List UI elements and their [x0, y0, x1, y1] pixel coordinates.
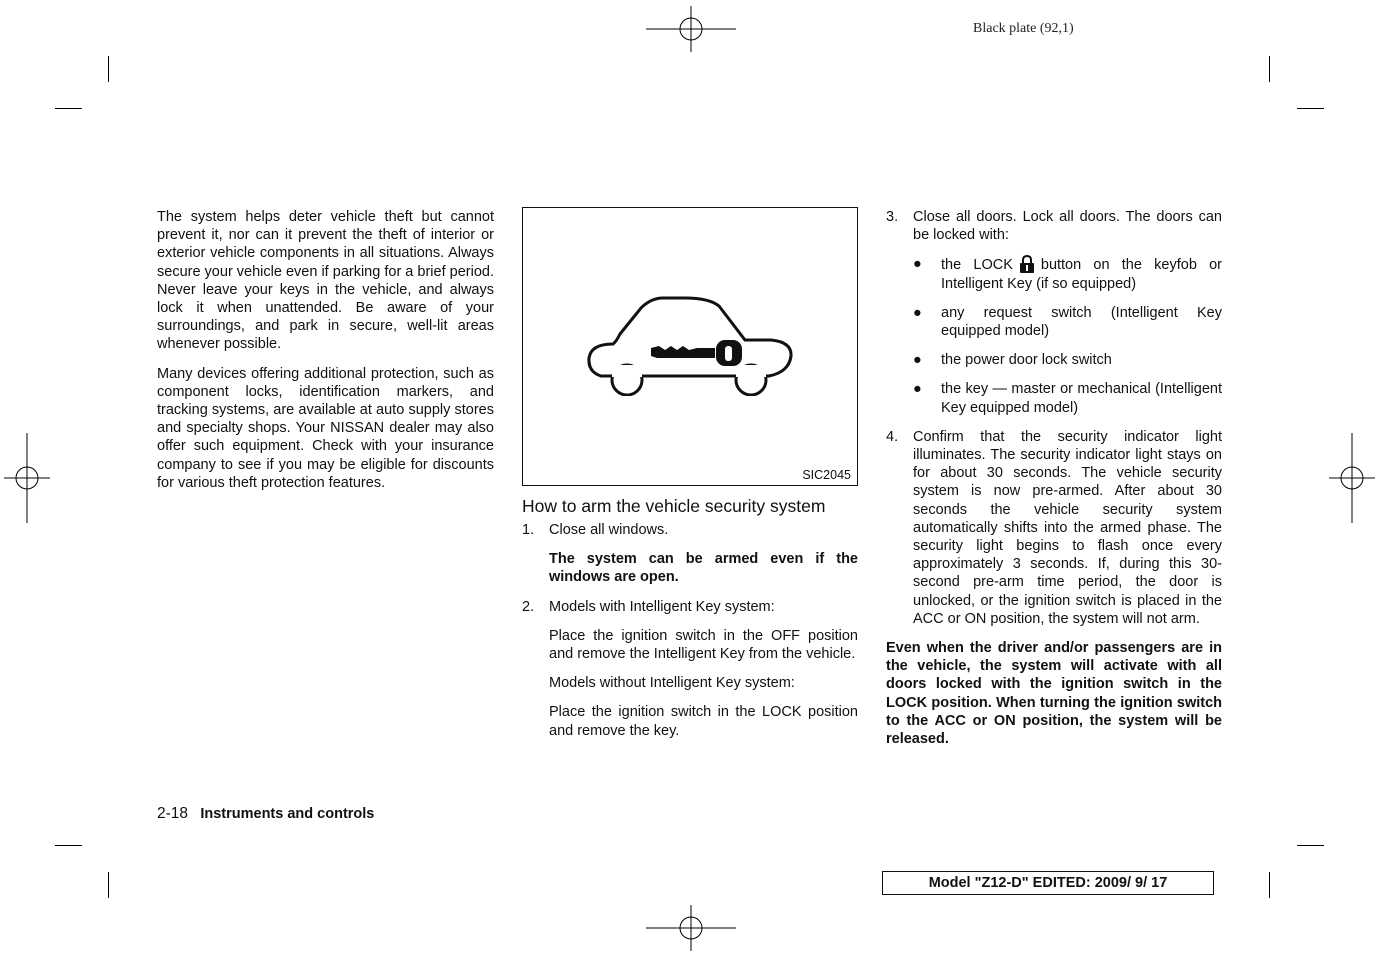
model-edit-label: Model "Z12-D" EDITED: 2009/ 9/ 17 — [882, 871, 1214, 895]
lock-icon — [1019, 255, 1035, 273]
warning-paragraph: Even when the driver and/or passengers are in the vehicle, the system will activate with all doors locked with the ignition switch in the LOCK position. When turning the ignition switch to the ACC or ON position, the system will be released. — [886, 640, 1222, 748]
section-name: Instruments and controls — [200, 806, 375, 822]
bullet-text: button on the keyfob or Intelligent Key (if so equipped) — [941, 257, 1223, 292]
arm-steps-continued-column — [886, 208, 1222, 748]
bullet-item — [886, 255, 1222, 292]
protection-paragraph: Many devices offering additional protection, such as component locks, identification markers, and tracking systems, are available at auto supply stores and specialty shops. Your NISSAN dealer may also offer such equipment. Check with your insurance company to see if you may be eligible for discounts for various theft protection features. — [157, 365, 494, 491]
step-2-paragraph: Place the ignition switch in the LOCK position and remove the key. — [549, 704, 858, 739]
bullet-text: the key — master or mechanical (Intelligent Key equipped model) — [941, 381, 1222, 416]
page-number: 2-18 — [157, 805, 189, 822]
bullet-text: any request switch (Intelligent Key equipped model) — [941, 304, 1222, 340]
step-2 — [522, 598, 858, 616]
page-footer — [157, 805, 374, 823]
plate-label: Black plate (92,1) — [973, 21, 1074, 36]
registration-mark-bottom — [646, 905, 736, 951]
step-text: Close all windows. — [549, 522, 669, 538]
intro-paragraph: The system helps deter vehicle theft but cannot prevent it, nor can it prevent the theft of interior or exterior vehicle components in all situations. Always secure your vehicle even if parking for a brief period. Never leave your keys in the vehicle, and always lock it when unattended. Be aware of your surroundings, and park in secure, well-lit areas whenever possible. — [157, 209, 494, 353]
bullet-dot: ● — [913, 304, 922, 321]
step-number: 4. — [886, 428, 899, 445]
bullet-text: the LOCK — [941, 257, 1013, 274]
car-key-icon — [585, 296, 797, 396]
step-text: Models with Intelligent Key system: — [549, 598, 775, 615]
registration-mark-left — [4, 433, 50, 523]
step-1-note: The system can be armed even if the windows are open. — [549, 551, 858, 586]
step-number: 1. — [522, 522, 535, 538]
bullet-item — [886, 380, 1222, 416]
figure-code: SIC2045 — [802, 468, 851, 482]
bullet-item — [886, 304, 1222, 340]
bullet-dot: ● — [913, 352, 922, 369]
arm-steps-column — [522, 495, 858, 751]
bullet-dot: ● — [913, 256, 922, 273]
registration-mark-top — [646, 6, 736, 52]
step-2-paragraph: Models without Intelligent Key system: — [549, 675, 795, 692]
step-3 — [886, 208, 1222, 244]
step-2-paragraph: Place the ignition switch in the OFF position and remove the Intelligent Key from the vehicle. — [549, 627, 858, 663]
step-number: 2. — [522, 598, 535, 615]
step-text: Confirm that the security indicator light illuminates. The security indicator light stays on for about 30 seconds. The vehicle security system is now pre-armed. After about 30 seconds the vehicle security system automatically shifts into the armed phase. The security light begins to flash once every approximately 3 seconds. If, during this 30-second pre-arm time period, the door is unlocked, or the ignition switch is placed in the ACC or ON position, the system will not arm. — [913, 428, 1222, 627]
step-text: Close all doors. Lock all doors. The doors can be locked with: — [913, 209, 1222, 244]
section-title: How to arm the vehicle security system — [522, 496, 826, 516]
step-4 — [886, 428, 1222, 628]
bullet-item — [886, 351, 1222, 369]
bullet-text: the power door lock switch — [941, 352, 1112, 369]
step-1 — [522, 521, 858, 539]
intro-column — [157, 208, 494, 503]
figure-box — [522, 207, 858, 486]
registration-mark-right — [1329, 433, 1375, 523]
step-number: 3. — [886, 209, 899, 225]
bullet-dot: ● — [913, 381, 922, 398]
